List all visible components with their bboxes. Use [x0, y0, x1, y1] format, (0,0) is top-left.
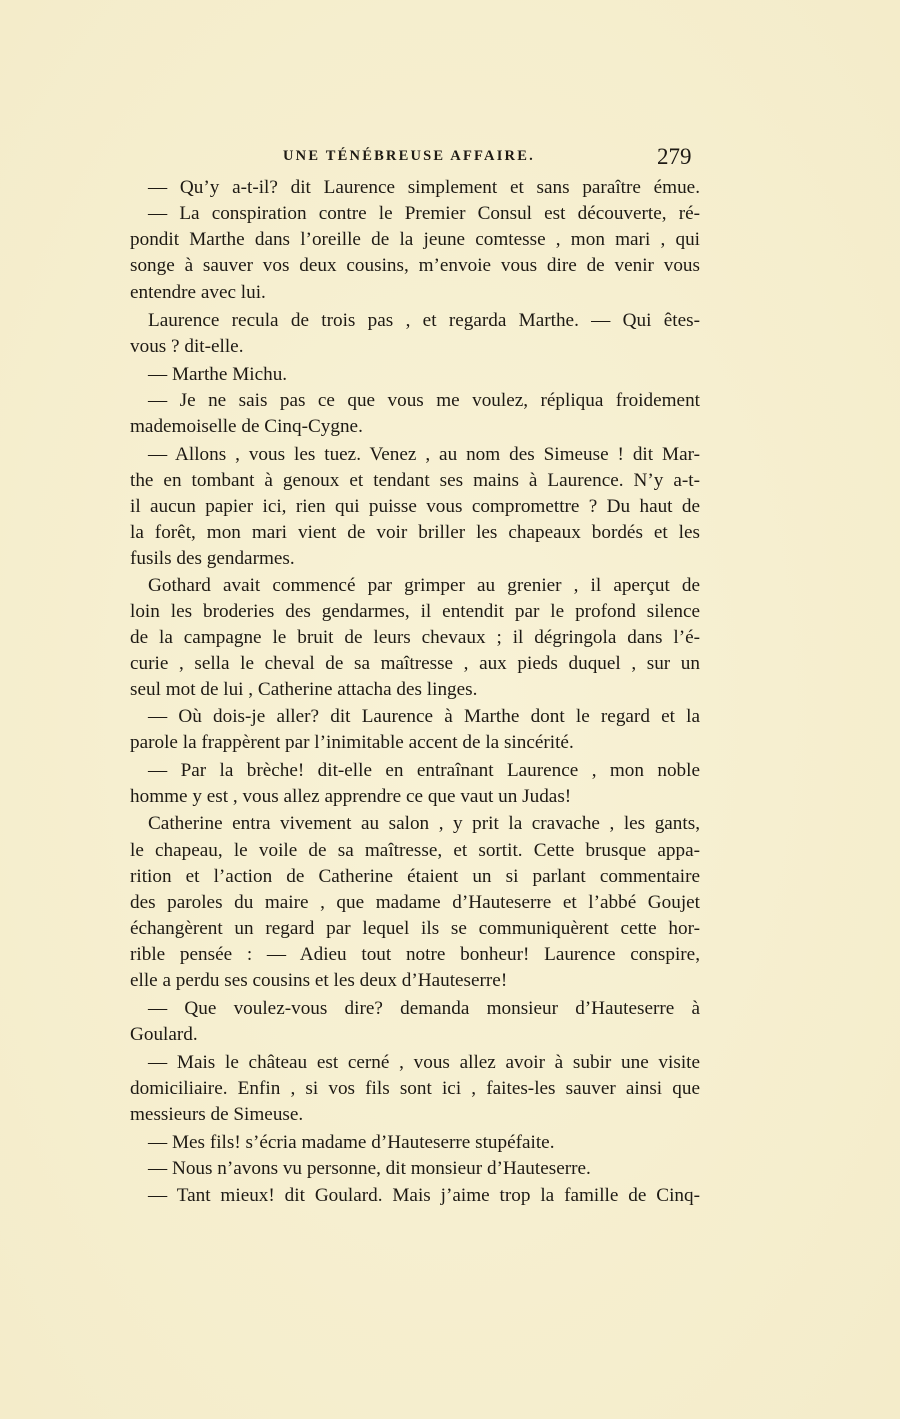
text-line: — La conspiration contre le Premier Consul est découverte, ré- — [148, 203, 700, 224]
text-line: — Nous n’avons vu personne, dit monsieur d’Hauteserre. — [148, 1158, 591, 1179]
text-line: seul mot de lui , Catherine attacha des linges. — [130, 679, 478, 700]
text-line: — Je ne sais pas ce que vous me voulez, répliqua froidement — [148, 390, 700, 411]
page-number: 279 — [657, 144, 692, 169]
text-line: — Mais le château est cerné , vous allez avoir à subir une visite — [148, 1052, 700, 1073]
text-line: il aucun papier ici, rien qui puisse vous compromettre ? Du haut de — [130, 496, 700, 517]
text-line: de la campagne le bruit de leurs chevaux ; il dégringola dans l’é- — [130, 627, 700, 648]
text-line: rible pensée : — Adieu tout notre bonheur! Laurence conspire, — [130, 944, 700, 965]
text-line: le chapeau, le voile de sa maîtresse, et sortit. Cette brusque appa- — [130, 840, 700, 861]
text-line: la forêt, mon mari vient de voir briller les chapeaux bordés et les — [130, 522, 700, 543]
text-line: curie , sella le cheval de sa maîtresse , aux pieds duquel , sur un — [130, 653, 700, 674]
text-line: the en tombant à genoux et tendant ses mains à Laurence. N’y a-t- — [130, 470, 700, 491]
text-line: rition et l’action de Catherine étaient un si parlant commentaire — [130, 866, 700, 887]
text-line: songe à sauver vos deux cousins, m’envoie vous dire de venir vous — [130, 255, 700, 276]
text-line: homme y est , vous allez apprendre ce que vaut un Judas! — [130, 786, 572, 807]
text-line: loin les broderies des gendarmes, il entendit par le profond silence — [130, 601, 700, 622]
text-line: pondit Marthe dans l’oreille de la jeune comtesse , mon mari , qui — [130, 229, 700, 250]
text-line: — Par la brèche! dit-elle en entraînant Laurence , mon noble — [148, 760, 700, 781]
text-line: — Qu’y a-t-il? dit Laurence simplement et sans paraître émue. — [148, 177, 700, 198]
text-line: entendre avec lui. — [130, 282, 266, 303]
text-line: Catherine entra vivement au salon , y prit la cravache , les gants, — [148, 813, 700, 834]
running-title: UNE TÉNÉBREUSE AFFAIRE. — [283, 148, 535, 164]
text-line: des paroles du maire , que madame d’Hauteserre et l’abbé Goujet — [130, 892, 700, 913]
text-line: — Que voulez-vous dire? demanda monsieur d’Hauteserre à — [148, 998, 700, 1019]
text-line: domiciliaire. Enfin , si vos fils sont ici , faites-les sauver ainsi que — [130, 1078, 700, 1099]
text-line: mademoiselle de Cinq-Cygne. — [130, 416, 363, 437]
text-line: Laurence recula de trois pas , et regarda Marthe. — Qui êtes- — [148, 310, 700, 331]
text-line: échangèrent un regard par lequel ils se communiquèrent cette hor- — [130, 918, 700, 939]
text-line: vous ? dit-elle. — [130, 336, 244, 357]
text-line: parole la frappèrent par l’inimitable accent de la sincérité. — [130, 732, 574, 753]
text-line: Gothard avait commencé par grimper au grenier , il aperçut de — [148, 575, 700, 596]
text-line: — Tant mieux! dit Goulard. Mais j’aime trop la famille de Cinq- — [148, 1185, 700, 1206]
text-line: — Mes fils! s’écria madame d’Hauteserre stupéfaite. — [148, 1132, 555, 1153]
text-line: — Où dois-je aller? dit Laurence à Marthe dont le regard et la — [148, 706, 700, 727]
text-line: elle a perdu ses cousins et les deux d’Hauteserre! — [130, 970, 508, 991]
text-line: — Allons , vous les tuez. Venez , au nom des Simeuse ! dit Mar- — [148, 444, 700, 465]
text-line: messieurs de Simeuse. — [130, 1104, 304, 1125]
text-line: fusils des gendarmes. — [130, 548, 295, 569]
text-line: — Marthe Michu. — [148, 364, 288, 385]
text-line: Goulard. — [130, 1024, 198, 1045]
